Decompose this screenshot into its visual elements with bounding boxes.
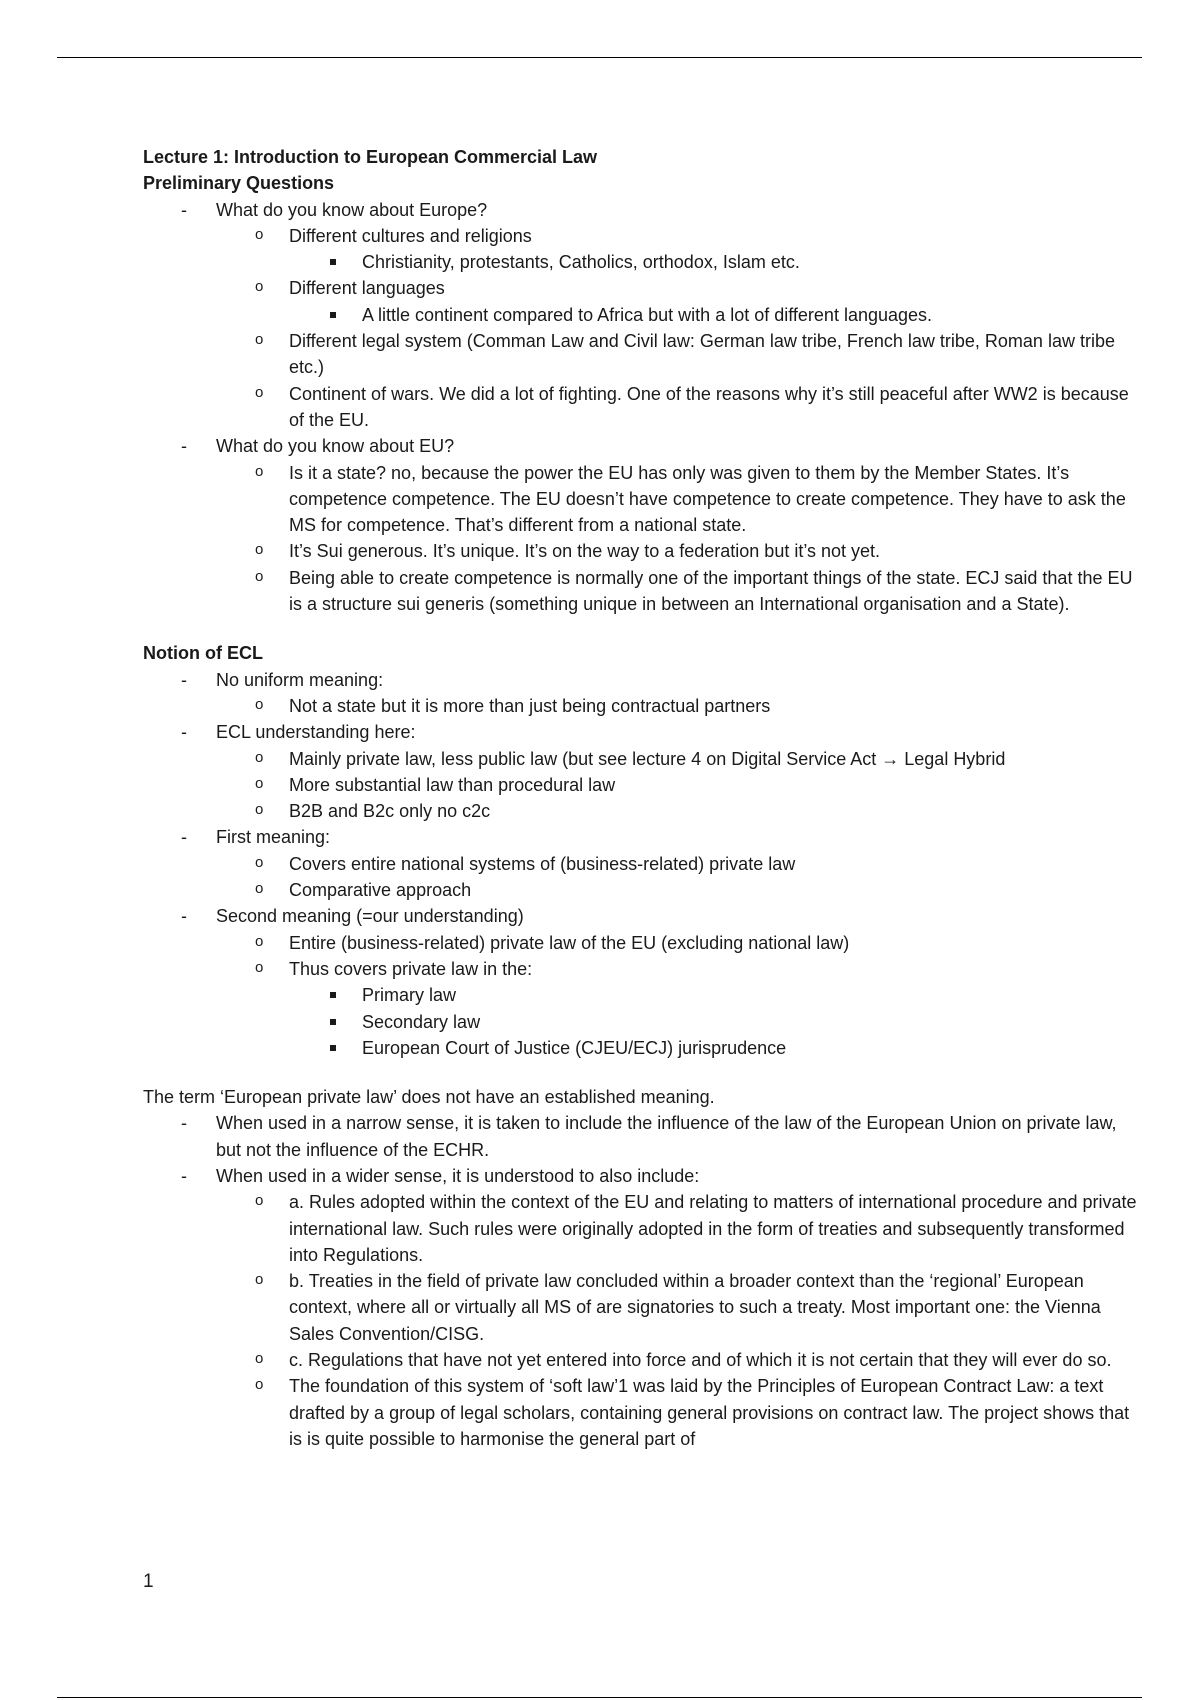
footer-rule xyxy=(57,1697,1142,1698)
list-item: o b. Treaties in the field of private law concluded within a broader context than the ‘regional’ European context, where all or virtually all MS of are signatories to such a treaty. Most important one: the Vienna Sales Convention/CISG. xyxy=(216,1268,1143,1347)
list-item xyxy=(216,956,1143,1061)
bullet-list xyxy=(143,197,1143,618)
list-item: A little continent compared to Africa but with a lot of different languages. xyxy=(289,302,1143,328)
list-item-text: When used in a wider sense, it is understood to also include: xyxy=(216,1165,700,1186)
list-item xyxy=(216,275,1143,328)
list-item xyxy=(216,223,1143,276)
bullet-list xyxy=(143,667,1143,1061)
list-item-text: What do you know about EU? xyxy=(216,436,455,457)
list-item: o Mainly private law, less public law (but see lecture 4 on Digital Service Act → Legal Hybrid xyxy=(216,746,1143,772)
document-body xyxy=(143,144,1143,1452)
list-item: o Entire (business-related) private law of the EU (excluding national law) xyxy=(216,930,1143,956)
list-item: o Not a state but it is more than just being contractual partners xyxy=(216,693,1143,719)
list-item: Primary law xyxy=(289,982,1143,1008)
sub-sub-list xyxy=(289,982,1143,1061)
list-item-text: Different languages xyxy=(289,278,445,299)
list-item-text: Thus covers private law in the: xyxy=(289,958,533,979)
bullet-list xyxy=(143,1110,1143,1452)
sub-list xyxy=(216,851,1143,904)
list-item-text: Second meaning (=our understanding) xyxy=(216,906,524,927)
sub-list xyxy=(216,746,1143,825)
list-item: o Is it a state? no, because the power the EU has only was given to them by the Member States. It’s competence competence. The EU doesn’t have competence to create competence. They have to ask the MS for competence. That’s different from a national state. xyxy=(216,460,1143,539)
list-item xyxy=(143,1163,1143,1452)
list-item xyxy=(143,667,1143,720)
header-rule xyxy=(57,57,1142,58)
list-item: Secondary law xyxy=(289,1009,1143,1035)
sub-list xyxy=(216,693,1143,719)
list-item: European Court of Justice (CJEU/ECJ) jurisprudence xyxy=(289,1035,1143,1061)
list-item xyxy=(143,197,1143,434)
list-item-text: Different cultures and religions xyxy=(289,225,532,246)
list-item xyxy=(143,824,1143,903)
lecture-title: Lecture 1: Introduction to European Commercial Law xyxy=(143,147,598,167)
list-item: o The foundation of this system of ‘soft law’1 was laid by the Principles of European Contract Law: a text drafted by a group of legal scholars, containing general provisions on contract law. The project shows that is is quite possible to harmonise the general part of xyxy=(216,1373,1143,1452)
section-heading-notion: Notion of ECL xyxy=(143,643,263,664)
list-item-text: First meaning: xyxy=(216,827,331,848)
sub-list xyxy=(216,460,1143,618)
paragraph-intro: The term ‘European private law’ does not have an established meaning. xyxy=(143,1087,715,1108)
list-item xyxy=(143,719,1143,824)
sub-sub-list xyxy=(289,249,1143,275)
sub-list xyxy=(216,930,1143,1061)
list-item: Christianity, protestants, Catholics, orthodox, Islam etc. xyxy=(289,249,1143,275)
list-item: o Continent of wars. We did a lot of fighting. One of the reasons why it’s still peaceful after WW2 is because of the EU. xyxy=(216,381,1143,434)
list-item: o c. Regulations that have not yet entered into force and of which it is not certain that they will ever do so. xyxy=(216,1347,1143,1373)
list-item: o It’s Sui generous. It’s unique. It’s on the way to a federation but it’s not yet. xyxy=(216,538,1143,564)
list-item: o Different legal system (Comman Law and Civil law: German law tribe, French law tribe, Roman law tribe etc.) xyxy=(216,328,1143,381)
list-item-text: No uniform meaning: xyxy=(216,669,384,690)
sub-list xyxy=(216,223,1143,433)
list-item: o a. Rules adopted within the context of the EU and relating to matters of international procedure and private international law. Such rules were originally adopted in the form of treaties and subsequently transformed into Regulations. xyxy=(216,1189,1143,1268)
list-item: - When used in a narrow sense, it is taken to include the influence of the law of the European Union on private law, but not the influence of the ECHR. xyxy=(143,1110,1143,1163)
list-item: o Covers entire national systems of (business-related) private law xyxy=(216,851,1143,877)
list-item-text: What do you know about Europe? xyxy=(216,199,488,220)
section-heading-preliminary: Preliminary Questions xyxy=(143,173,335,194)
sub-list xyxy=(216,1189,1143,1452)
list-item xyxy=(143,903,1143,1061)
list-item xyxy=(143,433,1143,617)
page-number: 1 xyxy=(143,1571,154,1592)
list-item: o Being able to create competence is normally one of the important things of the state. ECJ said that the EU is a structure sui generis (something unique in between an International organisation and a State). xyxy=(216,565,1143,618)
list-item: o B2B and B2c only no c2c xyxy=(216,798,1143,824)
list-item-text: ECL understanding here: xyxy=(216,722,416,743)
list-item: o More substantial law than procedural law xyxy=(216,772,1143,798)
sub-sub-list xyxy=(289,302,1143,328)
list-item: o Comparative approach xyxy=(216,877,1143,903)
